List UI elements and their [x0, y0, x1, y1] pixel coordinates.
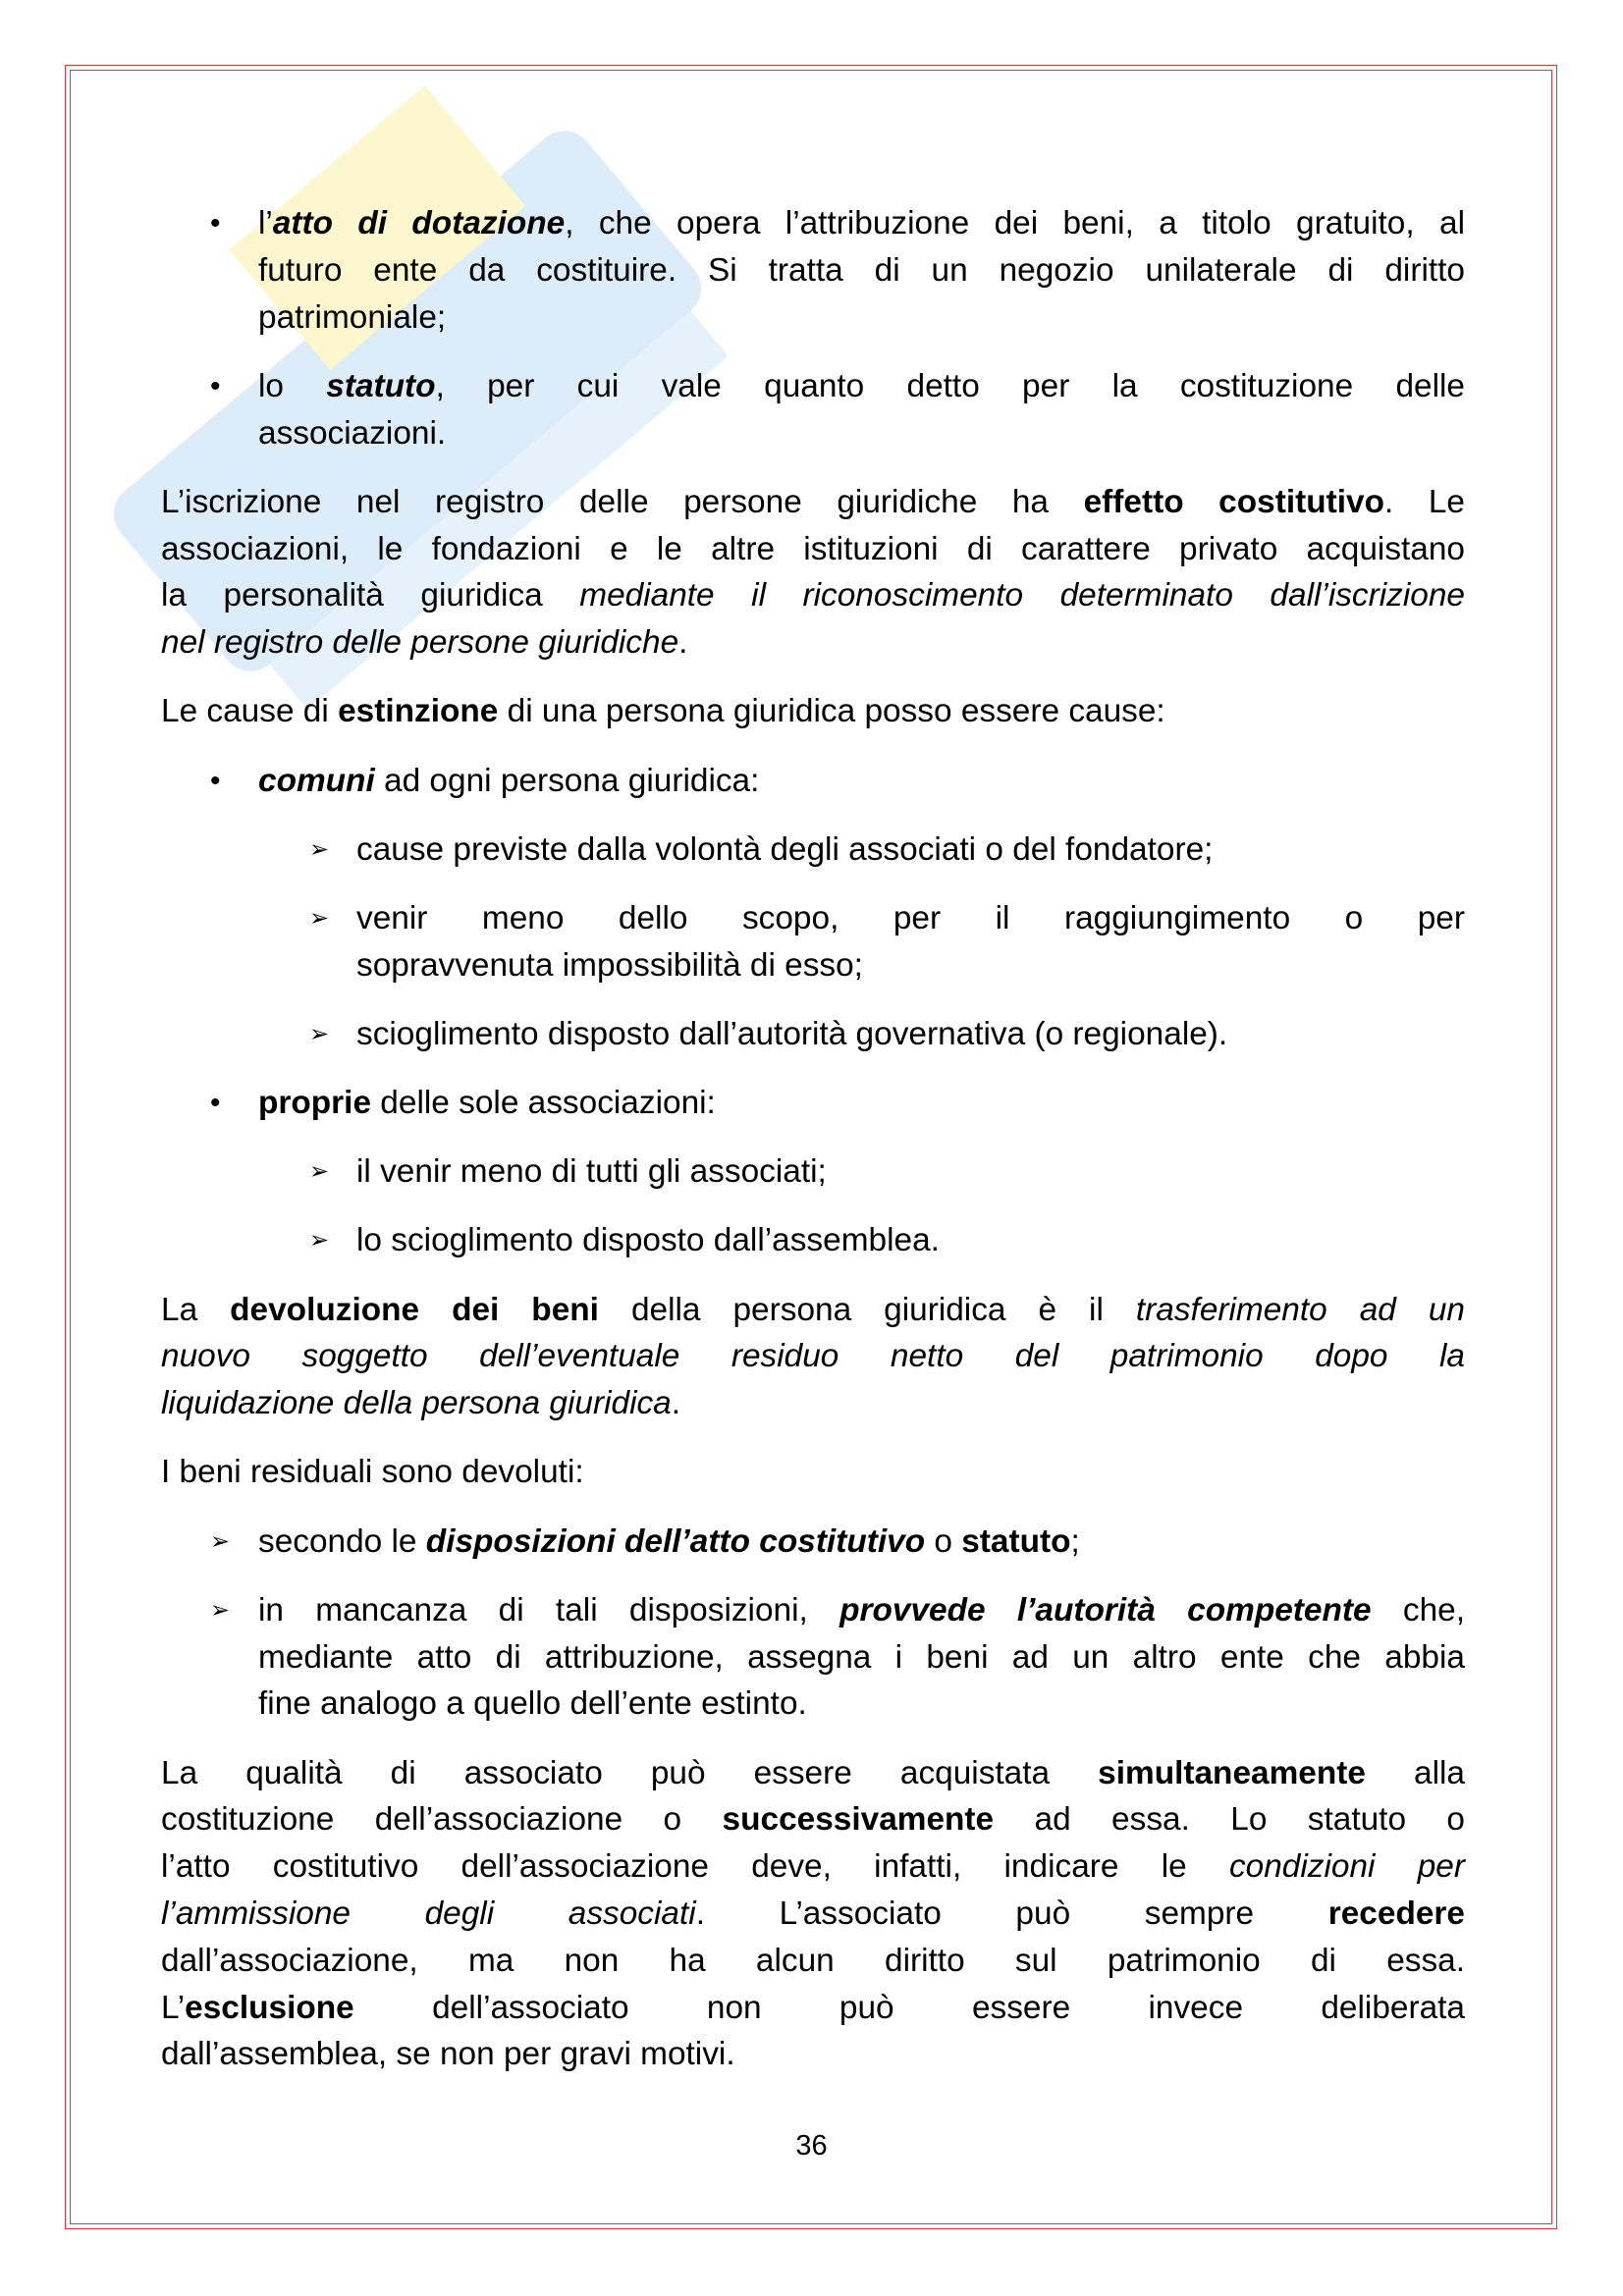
text-run: I beni residuali sono devoluti: — [161, 1454, 584, 1491]
text-run: associazioni, le fondazioni e le altre istituzioni di carattere privato acquistano — [161, 530, 1465, 567]
emphasized-text: trasferimento ad un — [1135, 1291, 1465, 1328]
emphasized-text: provvede l’autorità competente — [839, 1591, 1372, 1629]
text-line — [161, 1333, 1465, 1380]
text-line — [161, 1380, 1465, 1427]
text-line — [161, 1985, 1465, 2032]
text-line — [161, 1891, 1465, 1938]
text-line — [258, 1634, 1465, 1682]
list-item — [161, 1080, 1465, 1127]
text-run: Le cause di — [161, 693, 339, 730]
emphasized-text: statuto — [961, 1522, 1071, 1560]
emphasized-text: nuovo soggetto dell’eventuale residuo netto del patrimonio dopo la — [161, 1338, 1465, 1375]
text-line — [258, 1681, 1465, 1728]
text-run: della persona giuridica è il — [598, 1291, 1136, 1328]
sub-list-item — [161, 827, 1465, 874]
sub-list-item — [161, 1011, 1465, 1058]
emphasized-text: nel registro delle persone giuridiche — [161, 624, 679, 662]
text-run: , che opera l’attribuzione dei beni, a titolo gratuito, al — [565, 205, 1465, 241]
text-run: patrimoniale; — [258, 298, 447, 336]
text-line — [356, 1148, 1465, 1196]
text-run: ad ogni persona giuridica: — [374, 762, 760, 799]
paragraph — [161, 1287, 1465, 1427]
text-run: , per cui vale quanto detto per la costituzione delle — [435, 367, 1465, 404]
text-run: associazioni. — [258, 414, 447, 452]
sub-list-item — [161, 895, 1465, 989]
text-run: . Le — [1384, 483, 1466, 520]
arrow-bullet-icon: ➢ — [309, 835, 330, 863]
list-item — [161, 200, 1465, 341]
text-run: delle sole associazioni: — [371, 1085, 716, 1122]
text-run: mediante atto di attribuzione, assegna i beni ad un altro ente che abbia — [258, 1638, 1465, 1676]
text-run: ad essa. Lo statuto o — [994, 1801, 1465, 1839]
emphasized-text: effetto costitutivo — [1083, 483, 1384, 520]
emphasized-text: comuni — [258, 762, 375, 799]
text-line — [258, 247, 1465, 294]
text-run: futuro ente da costituire. Si tratta di un negozio unilaterale di diritto — [258, 251, 1465, 289]
emphasized-text: devoluzione dei beni — [230, 1291, 599, 1328]
text-run: che, — [1371, 1591, 1465, 1629]
emphasized-text: successivamente — [722, 1801, 995, 1839]
page-number: 36 — [795, 2130, 828, 2162]
text-run: La qualità di associato può essere acquistata — [161, 1754, 1099, 1791]
text-run: alla — [1365, 1754, 1465, 1791]
text-line — [161, 1843, 1465, 1891]
text-run: il venir meno di tutti gli associati; — [356, 1153, 827, 1191]
list-item — [161, 758, 1465, 805]
bullet-icon: • — [210, 764, 221, 797]
arrow-bullet-icon: ➢ — [309, 1158, 330, 1186]
text-line — [258, 1519, 1465, 1566]
emphasized-text: liquidazione della persona giuridica — [161, 1385, 672, 1422]
text-run: dell’associato non può essere invece deliberata — [353, 1989, 1465, 2026]
document-body — [161, 200, 1465, 2101]
emphasized-text: esclusione — [185, 1989, 354, 2026]
text-line — [161, 619, 1465, 667]
emphasized-text: simultaneamente — [1098, 1754, 1366, 1791]
text-run: l’atto costitutivo dell’associazione deve, infatti, indicare le — [161, 1848, 1229, 1886]
text-run: L’iscrizione nel registro delle persone giuridiche ha — [161, 483, 1084, 520]
bullet-icon: • — [210, 369, 221, 402]
text-line — [258, 410, 1465, 457]
text-run: o — [925, 1522, 962, 1560]
list-item — [161, 1587, 1465, 1728]
text-run: scioglimento disposto dall’autorità governativa (o regionale). — [356, 1015, 1228, 1052]
text-line — [356, 827, 1465, 874]
text-line — [161, 1287, 1465, 1334]
text-run: di una persona giuridica posso essere cause: — [498, 693, 1165, 730]
text-run: dall’assemblea, se non per gravi motivi. — [161, 2036, 735, 2073]
emphasized-text: l’ammissione degli associati — [161, 1895, 696, 1932]
paragraph — [161, 1750, 1465, 2079]
text-line — [356, 942, 1465, 989]
text-run: ; — [1070, 1522, 1080, 1560]
text-run: lo scioglimento disposto dall’assemblea. — [356, 1222, 940, 1259]
text-run: secondo le — [258, 1522, 426, 1560]
text-line — [356, 1011, 1465, 1058]
paragraph — [161, 1449, 1465, 1496]
text-line — [161, 688, 1465, 735]
text-run: . L’associato può sempre — [695, 1895, 1328, 1932]
emphasized-text: atto di dotazione — [272, 205, 566, 241]
text-line — [161, 479, 1465, 526]
text-run: la personalità giuridica — [161, 577, 580, 614]
bullet-icon: • — [210, 207, 221, 240]
text-run: venir meno dello scopo, per il raggiungimento o per — [356, 899, 1465, 936]
text-line — [161, 526, 1465, 573]
arrow-bullet-icon: ➢ — [210, 1596, 231, 1624]
text-line — [258, 1587, 1465, 1634]
paragraph — [161, 479, 1465, 667]
paragraph — [161, 688, 1465, 735]
text-line — [356, 895, 1465, 942]
sub-list-item — [161, 1148, 1465, 1196]
emphasized-text: estinzione — [338, 693, 499, 730]
text-run: l’ — [258, 205, 273, 241]
text-line — [258, 1080, 1465, 1127]
text-run: in mancanza di tali disposizioni, — [258, 1591, 840, 1629]
text-run: . — [671, 1385, 681, 1422]
text-line — [161, 572, 1465, 619]
arrow-bullet-icon: ➢ — [309, 904, 330, 932]
emphasized-text: statuto — [326, 367, 436, 404]
emphasized-text: recedere — [1327, 1895, 1465, 1932]
text-run: dall’associazione, ma non ha alcun diritto sul patrimonio di essa. — [161, 1942, 1465, 1979]
text-line — [258, 363, 1465, 410]
text-line — [161, 1938, 1465, 1985]
text-line — [161, 1750, 1465, 1797]
text-run: L’ — [161, 1989, 186, 2026]
bullet-icon: • — [210, 1087, 221, 1120]
text-run: lo — [258, 367, 327, 404]
text-run: costituzione dell’associazione o — [161, 1801, 723, 1839]
arrow-bullet-icon: ➢ — [309, 1227, 330, 1255]
emphasized-text: condizioni per — [1228, 1848, 1465, 1886]
text-line — [258, 200, 1465, 247]
text-line — [161, 1796, 1465, 1843]
text-line — [258, 294, 1465, 342]
text-run: sopravvenuta impossibilità di esso; — [356, 946, 863, 984]
list-item — [161, 363, 1465, 457]
arrow-bullet-icon: ➢ — [210, 1527, 231, 1555]
emphasized-text: mediante il riconoscimento determinato dall’iscrizione — [579, 577, 1465, 614]
text-run: cause previste dalla volontà degli associati o del fondatore; — [356, 830, 1214, 868]
emphasized-text: proprie — [258, 1085, 372, 1122]
text-run: . — [678, 624, 688, 662]
text-line — [258, 758, 1465, 805]
text-run: La — [161, 1291, 231, 1328]
emphasized-text: disposizioni dell’atto costitutivo — [425, 1522, 926, 1560]
sub-list-item — [161, 1217, 1465, 1264]
text-line — [161, 1449, 1465, 1496]
text-line — [356, 1217, 1465, 1264]
list-item — [161, 1519, 1465, 1566]
arrow-bullet-icon: ➢ — [309, 1020, 330, 1047]
text-run: fine analogo a quello dell’ente estinto. — [258, 1685, 807, 1723]
text-line — [161, 2031, 1465, 2078]
